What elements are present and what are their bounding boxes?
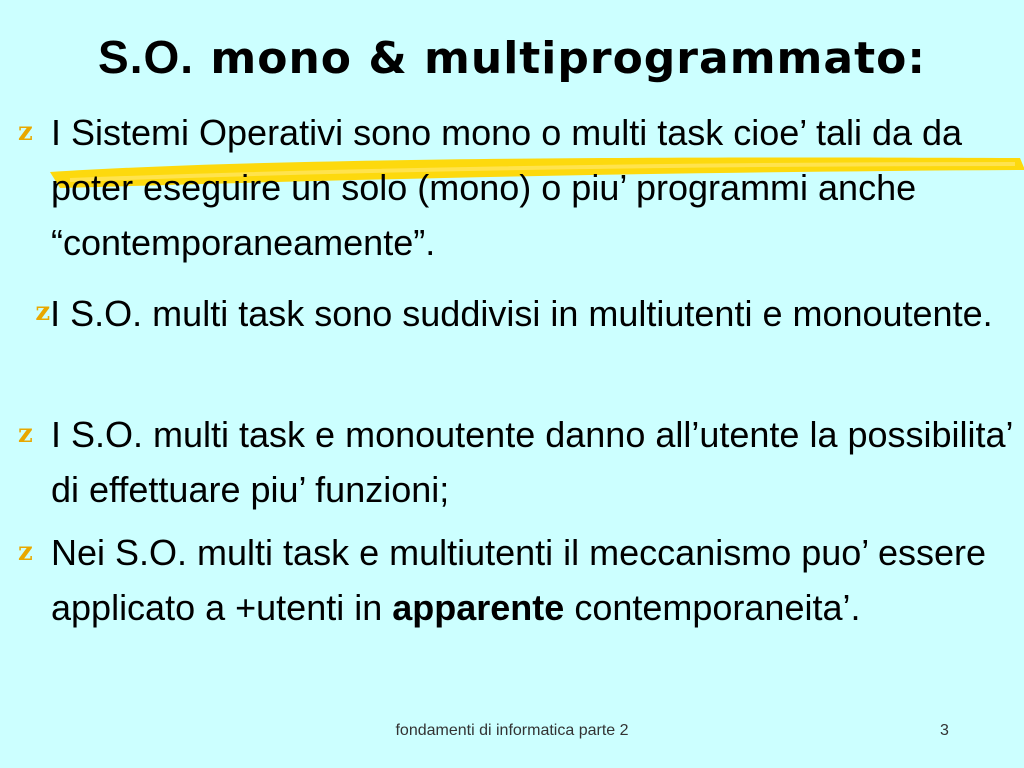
bullet-item-3 (18, 407, 1021, 517)
title-prefix: S.O. (98, 31, 195, 83)
bullet-text-3: I S.O. multi task e monoutente danno all’utente la possibilita’ di effettuare piu’ funzioni; (51, 414, 1013, 510)
bullet-text-4-after: contemporaneita’. (564, 587, 861, 628)
z-bullet-icon: z (18, 537, 33, 567)
bullet-text-1: I Sistemi Operativi sono mono o multi task cioe’ tali da da poter eseguire un solo (mono) o piu’ programmi anche “contemporaneamente”. (51, 112, 963, 263)
z-bullet-icon: z (35, 297, 51, 327)
bullet-item-4 (18, 525, 1011, 635)
bullet-item-2 (14, 285, 1014, 341)
bullet-text-4-bold: apparente (392, 587, 565, 628)
z-bullet-icon: z (18, 419, 33, 449)
bullet-text-4-before: Nei S.O. multi task e multiutenti il meccanismo puo’ essere applicato a +utenti in (51, 532, 987, 628)
page-number: 3 (940, 722, 949, 739)
z-bullet-icon: z (18, 117, 33, 147)
bullet-text-2: I S.O. multi task sono suddivisi in multiutenti e monoutente. (50, 293, 993, 334)
title-rest: mono & multiprogrammato: (194, 33, 926, 84)
bullet-item-1 (18, 105, 1021, 270)
footer-text: fondamenti di informatica parte 2 (395, 722, 629, 739)
